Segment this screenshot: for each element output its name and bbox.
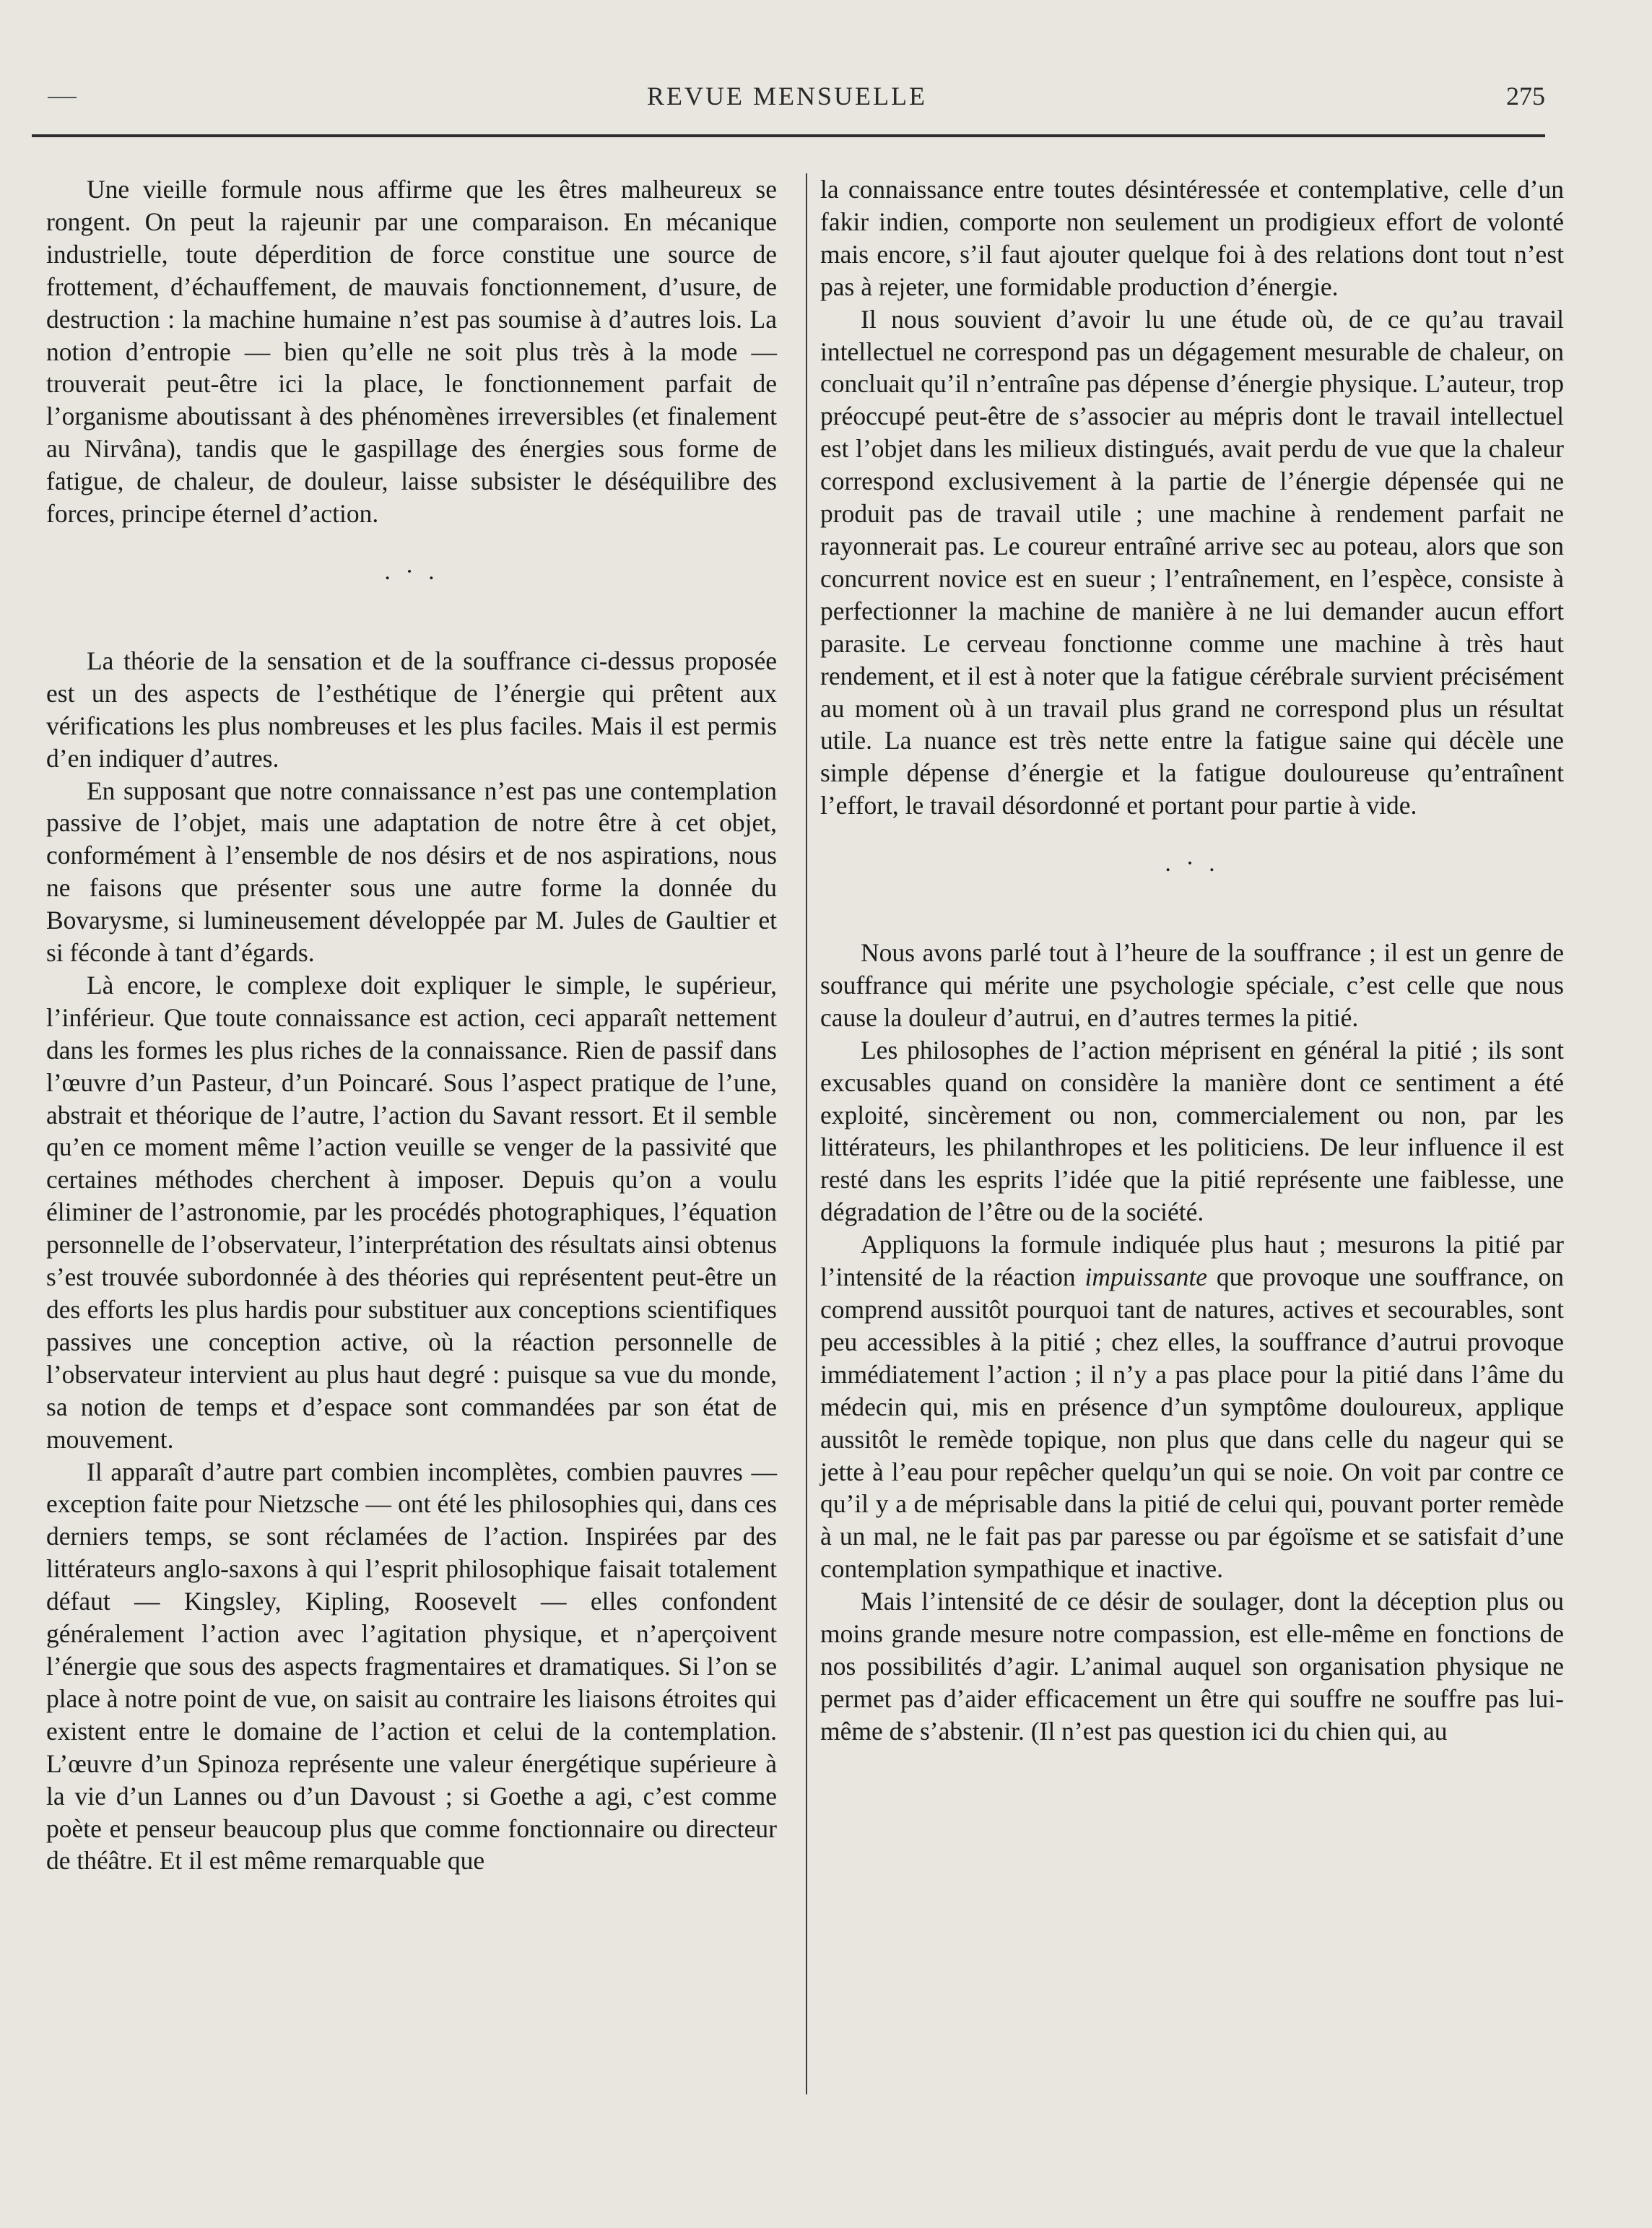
journal-title: REVUE MENSUELLE (647, 82, 927, 110)
right-column (820, 173, 1564, 1748)
paragraph: Une vieille formule nous affirme que les êtres malheureux se rongent. On peut la rajeunir par une comparaison. En mécanique industrielle, toute déperdition de force constitue une source de frottement, d’échauffement, de mauvais fonctionnement, d’usure, de destruction : la machine humaine n’est pas soumise à d’autres lois. La notion d’entropie — bien qu’elle ne soit plus très à la mode — trouverait peut-être ici la place, le fonctionnement parfait de l’organisme aboutissant à des phénomènes irreversibles (et finalement au Nirvâna), tandis que le gaspillage des énergies sous forme de fatigue, de chaleur, de douleur, laisse subsister le déséquilibre des forces, principe éternel d’action. (46, 175, 777, 529)
paragraph: Il nous souvient d’avoir lu une étude où, de ce qu’au travail intellectuel ne correspond pas un dégagement mesurable de chaleur, on concluait qu’il n’entraîne pas dépense d’énergie physique. L’auteur, trop préoccupé peut-être de s’associer au mépris dont le travail intellectuel est l’objet dans les milieux distingués, avait perdu de vue que la chaleur correspond exclusivement à la partie de l’énergie dépensée qui ne produit pas de travail utile ; une machine à rendement parfait ne rayonnerait pas. Le coureur entraîné arrive sec au poteau, alors que son concurrent novice est en sueur ; l’entraînement, en l’espèce, consiste à perfectionner la machine de manière à ne lui demander aucun effort parasite. Le cerveau fonctionne comme une machine à très haut rendement, et il est à noter que la fatigue cérébrale survient précisément au moment où à un travail plus grand ne correspond plus un résultat utile. La nuance est très nette entre la fatigue saine qui décèle une simple dépense d’énergie et la fatigue douloureuse qu’entraînent l’effort, le travail désordonné et portant pour partie à vide. (820, 304, 1564, 820)
italic-word: impuissante (1084, 1262, 1208, 1292)
paragraph: Là encore, le complexe doit expliquer le simple, le supérieur, l’inférieur. Que toute connaissance est action, ceci apparaît nettement dans les formes les plus riches de la connaissance. Rien de passif dans l’œuvre d’un Pasteur, d’un Poincaré. Sous l’aspect pratique de l’une, abstrait et théorique de l’autre, l’action du Savant ressort. Et il semble qu’en ce moment même l’action veuille se venger de la passivité que certaines méthodes cherchent à imposer. Depuis qu’on a voulu éliminer de l’astronomie, par les procédés photographiques, l’équation personnelle de l’observateur, l’interprétation des résultats ainsi obtenus s’est trouvée subordonnée à des théories qui représentent peut-être un des efforts les plus hardis pour substituer aux conceptions scientifiques passives une conception active, où la réaction personnelle de l’observateur intervient au plus haut degré : puisque sa vue du monde, sa notion de temps et d’espace sont commandées par son état de mouvement. (46, 970, 777, 1454)
section-separator: . · . (1165, 850, 1220, 877)
page-number: 275 (1506, 82, 1545, 110)
header-rule (32, 134, 1545, 137)
paragraph: Il apparaît d’autre part combien incomplètes, combien pauvres — exception faite pour Nietzsche — ont été les philosophies qui, dans ces derniers temps, se sont réclamées de l’action. Inspirées par des littérateurs anglo-saxons à qui l’esprit philosophique faisait totalement défaut — Kingsley, Kipling, Roosevelt — elles confondent généralement l’action avec l’agitation physique, et n’aperçoivent l’énergie que sous des aspects fragmentaires et dramatiques. Si l’on se place à notre point de vue, on saisit au contraire les liaisons étroites qui existent entre le domaine de l’action et celui de la contemplation. L’œuvre d’un Spinoza représente une valeur énergétique supérieure à la vie d’un Lannes ou d’un Davoust ; si Goethe a agi, c’est comme poète et penseur beaucoup plus que comme fonctionnaire ou directeur de théâtre. Et il est même remarquable que (46, 1457, 777, 1876)
paragraph: La théorie de la sensation et de la souffrance ci-dessus proposée est un des aspects de l’esthétique de l’énergie qui prêtent aux vérifications les plus nombreuses et les plus faciles. Mais il est permis d’en indiquer d’autres. (46, 646, 777, 773)
paragraph: En supposant que notre connaissance n’est pas une contemplation passive de l’objet, mais une adaptation de notre être à cet objet, conformément à l’ensemble de nos désirs et de nos aspirations, nous ne faisons que présenter sous une autre forme la donnée du Bovarysme, si lumineusement développée par M. Jules de Gaultier et si féconde à tant d’égards. (46, 776, 777, 968)
left-column (46, 173, 777, 1877)
text-run: Appliquons la formule indiquée plus haut ; mesurons la pitié par l’intensité de la réaction (820, 1230, 1564, 1292)
section-separator: . · . (384, 558, 439, 585)
paragraph: Mais l’intensité de ce désir de soulager, dont la déception plus ou moins grande mesure notre compassion, est elle-même en fonctions de nos possibilités d’agir. L’animal auquel son organisation physique ne permet pas d’aider efficacement un être qui souffre ne souffre pas lui-même de s’abstenir. (Il n’est pas question ici du chien qui, au (820, 1587, 1564, 1746)
paragraph: la connaissance entre toutes désintéressée et contemplative, celle d’un fakir indien, comporte non seulement un prodigieux effort de volonté mais encore, s’il faut ajouter quelque foi à des relations dont tout n’est pas à rejeter, une formidable production d’énergie. (820, 175, 1564, 301)
text-run: que provoque une souffrance, on comprend aussitôt pourquoi tant de natures, actives et secourables, sont peu accessibles à la pitié ; chez elles, la souffrance d’autrui provoque immédiatement l’action ; il n’y a pas place pour la pitié dans l’âme du médecin qui, mis en présence d’un symptôme douloureux, applique aussitôt le remède topique, non plus que dans celle du nageur qui se jette à l’eau pour repêcher quelqu’un qui se noie. On voit par contre ce qu’il y a de méprisable dans la pitié de celui qui, pouvant porter remède à un mal, ne le fait pas par paresse ou par égoïsme et se satisfait d’une contemplation sympathique et inactive. (820, 1262, 1564, 1584)
paragraph: Nous avons parlé tout à l’heure de la souffrance ; il est un genre de souffrance qui mérite une psychologie spéciale, c’est celle que nous cause la douleur d’autrui, en d’autres termes la pitié. (820, 938, 1564, 1032)
column-divider (806, 173, 807, 2094)
running-header (29, 78, 1545, 121)
paragraph: Les philosophes de l’action méprisent en général la pitié ; ils sont excusables quand on considère la manière dont ce sentiment a été exploité, sincèrement ou non, commercialement ou non, par les littérateurs, les philanthropes et les politiciens. De leur influence il est resté dans les esprits l’idée que la pitié représente une faiblesse, une dégradation de l’être ou de la société. (820, 1035, 1564, 1227)
paragraph (820, 1228, 1564, 1585)
